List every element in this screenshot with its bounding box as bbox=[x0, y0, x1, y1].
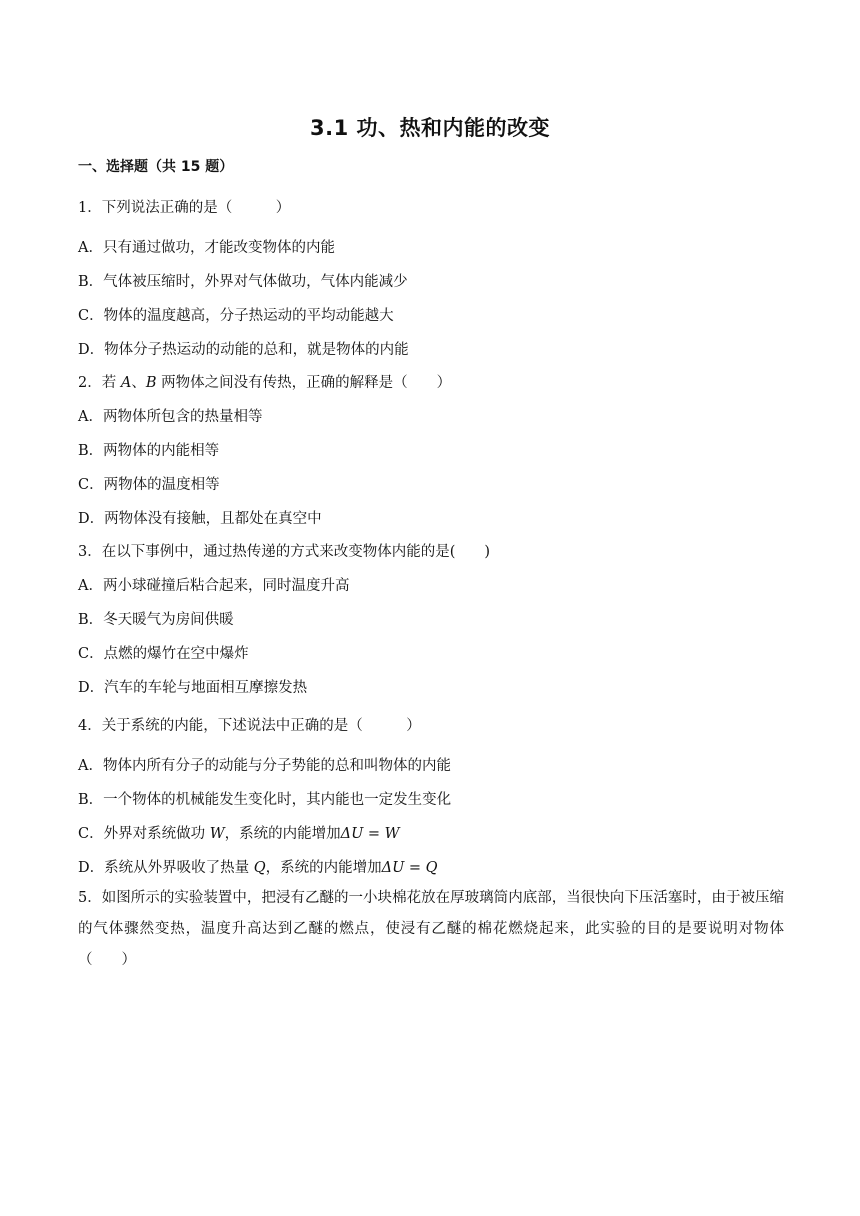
question-4-option-d-formula: ΔU = Q bbox=[381, 860, 438, 876]
question-2-option-c: C．两物体的温度相等 bbox=[78, 477, 220, 493]
question-2-option-d: D．两物体没有接触，且都处在真空中 bbox=[78, 511, 322, 527]
question-2-option-a: A．两物体所包含的热量相等 bbox=[78, 409, 263, 425]
question-2-option-b: B．两物体的内能相等 bbox=[78, 443, 220, 459]
question-4-option-c-pre: C．外界对系统做功 bbox=[78, 826, 210, 842]
question-4-option-c-formula: ΔU = W bbox=[340, 826, 400, 842]
question-2-stem-pre: 2．若 bbox=[78, 375, 121, 391]
question-3-stem: 3．在以下事例中，通过热传递的方式来改变物体内能的是( ) bbox=[78, 544, 491, 560]
question-2-var-a: A bbox=[120, 375, 132, 391]
question-4-option-b: B．一个物体的机械能发生变化时，其内能也一定发生变化 bbox=[78, 792, 452, 808]
question-1-option-d: D．物体分子热运动的动能的总和，就是物体的内能 bbox=[78, 342, 409, 358]
question-1-option-c: C．物体的温度越高，分子热运动的平均动能越大 bbox=[78, 308, 394, 324]
question-4-option-d-mid: ，系统的内能增加 bbox=[265, 860, 382, 876]
question-4-stem: 4．关于系统的内能，下述说法中正确的是（ ） bbox=[78, 718, 421, 734]
question-4-option-d-pre: D．系统从外界吸收了热量 bbox=[78, 860, 254, 876]
question-4-option-c-mid: ，系统的内能增加 bbox=[224, 826, 341, 842]
question-3-option-a: A．两小球碰撞后粘合起来，同时温度升高 bbox=[78, 578, 350, 594]
question-4-option-a: A．物体内所有分子的动能与分子势能的总和叫物体的内能 bbox=[78, 758, 451, 774]
question-4-option-d-var: Q bbox=[253, 860, 266, 876]
question-3-option-b: B．冬天暖气为房间供暖 bbox=[78, 612, 234, 628]
question-2-var-b: B bbox=[145, 375, 157, 391]
question-1-option-a: A．只有通过做功，才能改变物体的内能 bbox=[78, 240, 335, 256]
question-3-option-c: C．点燃的爆竹在空中爆炸 bbox=[78, 646, 249, 662]
question-1-option-b: B．气体被压缩时，外界对气体做功，气体内能减少 bbox=[78, 274, 408, 290]
question-5-stem: 5．如图所示的实验装置中，把浸有乙醚的一小块棉花放在厚玻璃筒内底部，当很快向下压活塞时，由于被压缩的气体骤然变热，温度升高达到乙醚的燃点，使浸有乙醚的棉花燃烧起来，此实验的目的是要说明对物体（ ） bbox=[78, 890, 784, 968]
question-3-option-d: D．汽车的车轮与地面相互摩擦发热 bbox=[78, 680, 308, 696]
question-4-option-d bbox=[78, 856, 438, 877]
question-2-stem bbox=[78, 371, 451, 392]
section-heading: 一、选择题（共 15 题） bbox=[78, 159, 234, 175]
page-title: 3.1 功、热和内能的改变 bbox=[309, 116, 550, 140]
question-4-option-c bbox=[78, 822, 400, 843]
question-1-stem: 1．下列说法正确的是（ ） bbox=[78, 200, 291, 216]
question-2-stem-mid: 、 bbox=[131, 375, 146, 391]
question-4-option-c-var: W bbox=[209, 826, 225, 842]
question-2-stem-post: 两物体之间没有传热，正确的解释是（ ） bbox=[156, 375, 452, 391]
